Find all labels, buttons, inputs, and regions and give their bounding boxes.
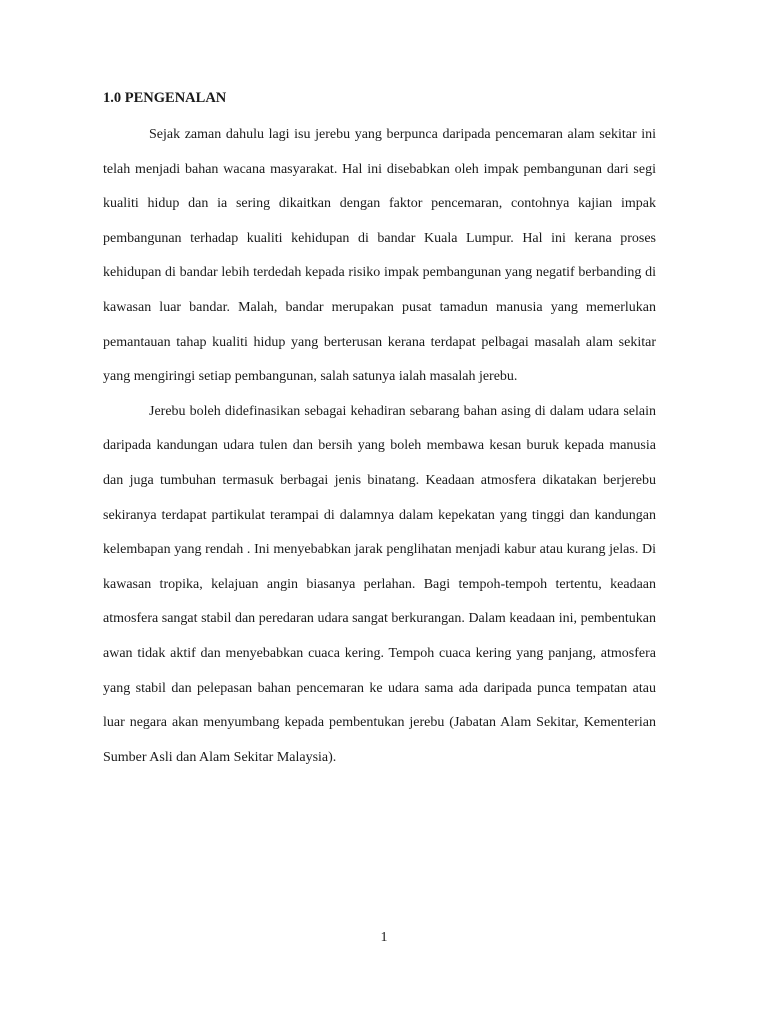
paragraph-introduction: Sejak zaman dahulu lagi isu jerebu yang berpunca daripada pencemaran alam sekitar ini telah menjadi bahan wacana masyarakat. Hal ini disebabkan oleh impak pembangunan dari segi kualiti hidup dan ia sering dikaitkan dengan faktor pencemaran, contohnya kajian impak pembangunan terhadap kualiti kehidupan di bandar Kuala Lumpur. Hal ini kerana proses kehidupan di bandar lebih terdedah kepada risiko impak pembangunan yang negatif berbanding di kawasan luar bandar. Malah, bandar merupakan pusat tamadun manusia yang memerlukan pemantauan tahap kualiti hidup yang berterusan kerana terdapat pelbagai masalah alam sekitar yang mengiringi setiap pembangunan, salah satunya ialah masalah jerebu. — [103, 127, 656, 385]
paragraph-haze-definition: Jerebu boleh didefinasikan sebagai kehadiran sebarang bahan asing di dalam udara selain daripada kandungan udara tulen dan bersih yang boleh membawa kesan buruk kepada manusia dan juga tumbuhan termasuk berbagai jenis binatang. Keadaan atmosfera dikatakan berjerebu sekiranya terdapat partikulat terampai di dalamnya dalam kepekatan yang tinggi dan kandungan kelembapan yang rendah . Ini menyebabkan jarak penglihatan menjadi kabur atau kurang jelas. Di kawasan tropika, kelajuan angin biasanya perlahan. Bagi tempoh-tempoh tertentu, keadaan atmosfera sangat stabil dan peredaran udara sangat berkurangan. Dalam keadaan ini, pembentukan awan tidak aktif dan menyebabkan cuaca kering. Tempoh cuaca kering yang panjang, atmosfera yang stabil dan pelepasan bahan pencemaran ke udara sama ada daripada punca tempatan atau luar negara akan menyumbang kepada pembentukan jerebu (Jabatan Alam Sekitar, Kementerian Sumber Asli dan Alam Sekitar Malaysia). — [103, 403, 656, 765]
page-number: 1 — [380, 930, 388, 945]
section-heading: 1.0 PENGENALAN — [103, 90, 227, 106]
body-text — [103, 118, 656, 775]
